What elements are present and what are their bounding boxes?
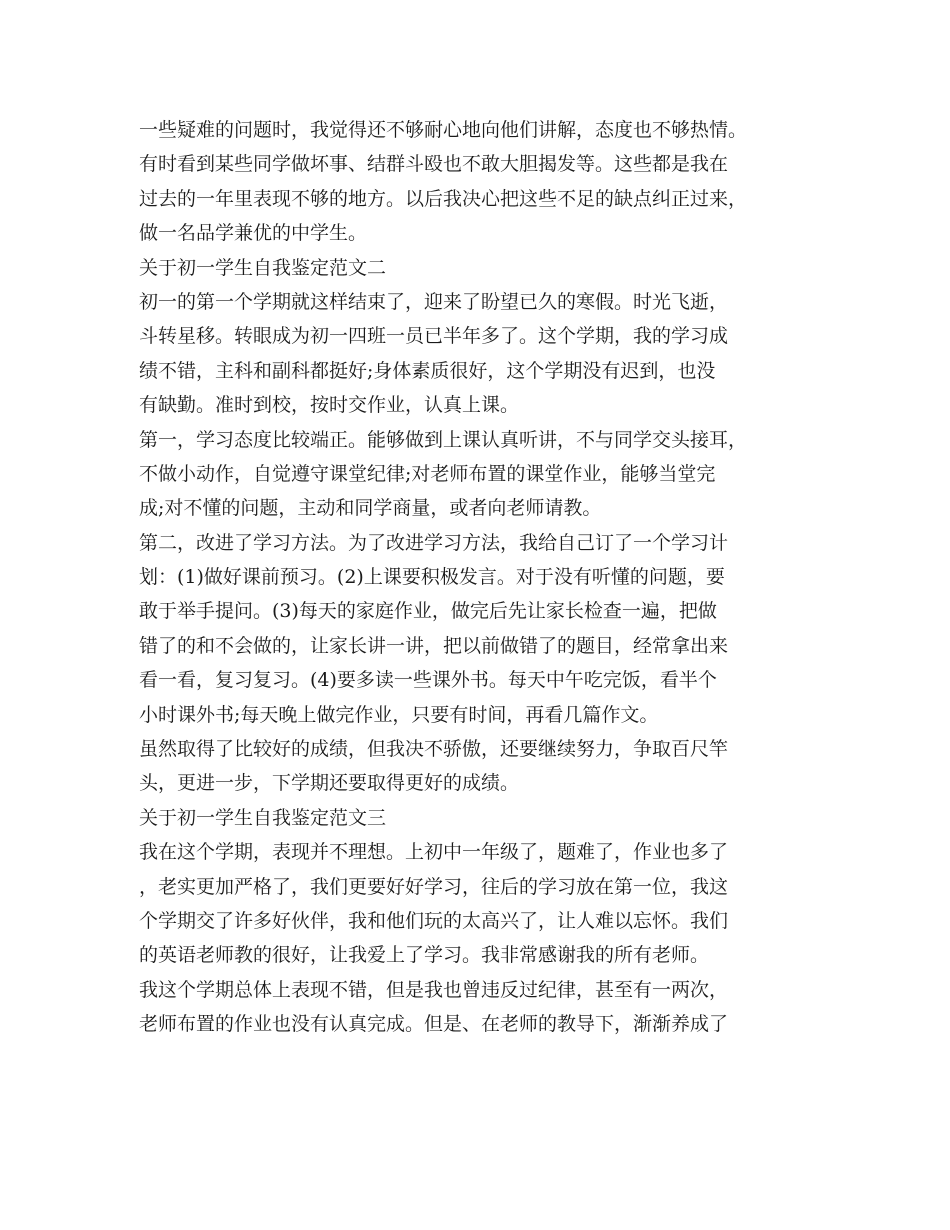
text-line: 个学期交了许多好伙伴，我和他们玩的太高兴了，让人难以忘怀。我们 (139, 909, 729, 932)
text-line: 的英语老师教的很好，让我爱上了学习。我非常感谢我的所有老师。 (139, 944, 710, 967)
text-line: 初一的第一个学期就这样结束了，迎来了盼望已久的寒假。时光飞逝， (139, 290, 729, 313)
text-line: 虽然取得了比较好的成绩，但我决不骄傲，还要继续努力，争取百尺竿 (139, 738, 729, 761)
text-line: 我在这个学期，表现并不理想。上初中一年级了，题难了，作业也多了 (139, 841, 729, 864)
text-line: 绩不错，主科和副科都挺好;身体素质很好，这个学期没有迟到，也没 (139, 359, 716, 382)
section-heading: 关于初一学生自我鉴定范文二 (139, 256, 387, 279)
text-line: ，老实更加严格了，我们更要好好学习，往后的学习放在第一位，我这 (139, 875, 729, 898)
text-line: 有时看到某些同学做坏事、结群斗殴也不敢大胆揭发等。这些都是我在 (139, 153, 729, 176)
text-line: 老师布置的作业也没有认真完成。但是、在老师的教导下，渐渐养成了 (139, 1013, 729, 1036)
text-line: 第二，改进了学习方法。为了改进学习方法，我给自己订了一个学习计 (139, 531, 729, 554)
text-line: 成;对不懂的问题，主动和同学商量，或者向老师请教。 (139, 497, 602, 520)
text-line: 敢于举手提问。(3)每天的家庭作业，做完后先让家长检查一遍，把做 (139, 600, 717, 623)
text-line: 一些疑难的问题时，我觉得还不够耐心地向他们讲解，态度也不够热情。 (139, 119, 748, 141)
text-line: 小时课外书;每天晚上做完作业，只要有时间，再看几篇作文。 (139, 703, 659, 726)
text-line: 做一名品学兼优的中学生。 (139, 222, 368, 245)
text-line: 第一，学习态度比较端正。能够做到上课认真听讲，不与同学交头接耳， (139, 428, 748, 451)
document-body (139, 113, 839, 1042)
text-line: 不做小动作，自觉遵守课堂纪律;对老师布置的课堂作业，能够当堂完 (139, 462, 716, 485)
text-line: 斗转星移。转眼成为初一四班一员已半年多了。这个学期，我的学习成 (139, 325, 729, 348)
text-line: 过去的一年里表现不够的地方。以后我决心把这些不足的缺点纠正过来， (139, 187, 748, 210)
text-line: 我这个学期总体上表现不错，但是我也曾违反过纪律，甚至有一两次， (139, 978, 729, 1001)
section-heading: 关于初一学生自我鉴定范文三 (139, 806, 387, 829)
text-line: 头，更进一步，下学期还要取得更好的成绩。 (139, 772, 520, 795)
text-line: 看一看，复习复习。(4)要多读一些课外书。每天中午吃完饭，看半个 (139, 669, 717, 692)
text-line: 错了的和不会做的，让家长讲一讲，把以前做错了的题目，经常拿出来 (139, 634, 729, 657)
text-line: 划：(1)做好课前预习。(2)上课要积极发言。对于没有听懂的问题，要 (139, 566, 725, 589)
text-line: 有缺勤。准时到校，按时交作业，认真上课。 (139, 394, 520, 417)
